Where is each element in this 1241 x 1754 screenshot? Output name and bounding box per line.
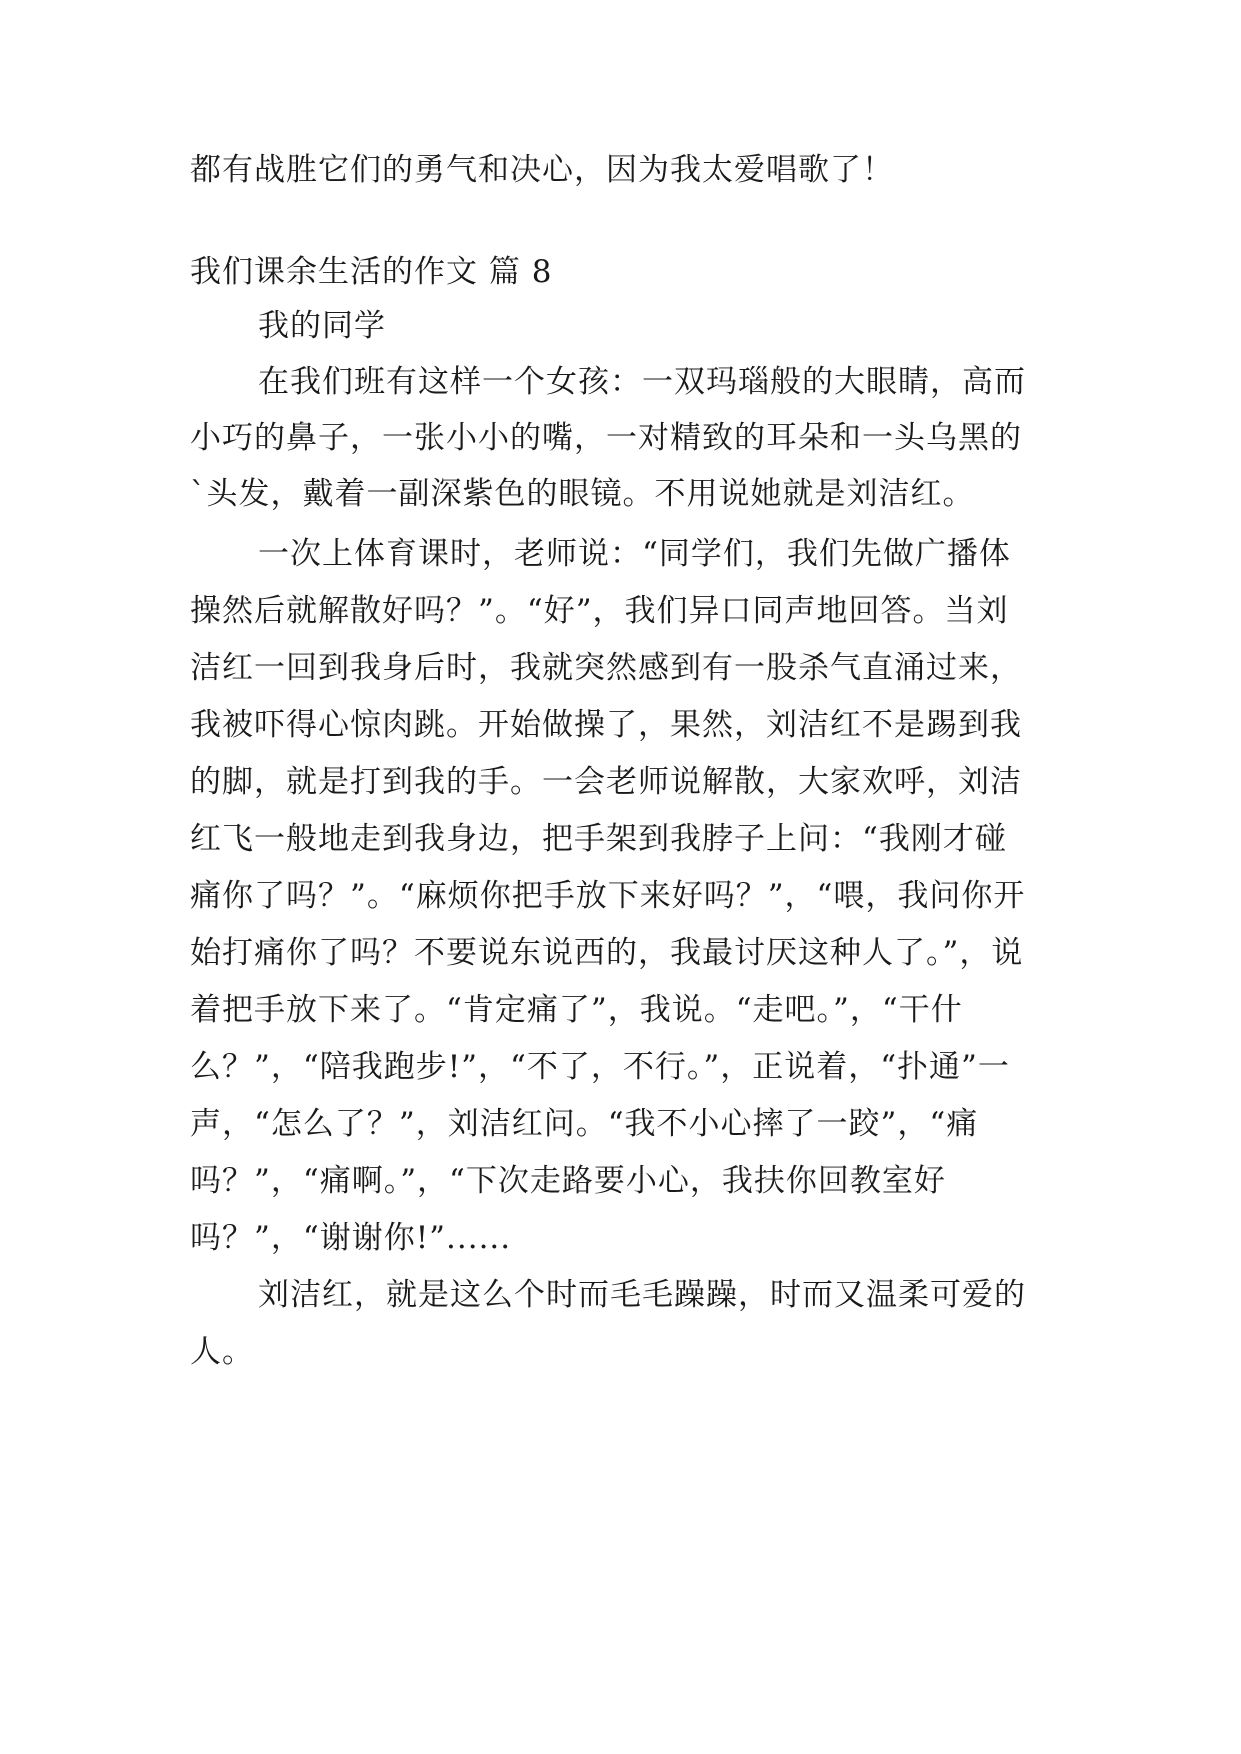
paragraph-2-line-9: 着把手放下来了。“肯定痛了”，我说。“走吧。”，“干什 [190, 992, 963, 1028]
paragraph-2-line-11: 声，“怎么了？”，刘洁红问。“我不小心摔了一跤”，“痛 [190, 1106, 979, 1142]
paragraph-2-line-13: 吗？”，“谢谢你!”...... [190, 1220, 512, 1256]
paragraph-1-line-2: 小巧的鼻子，一张小小的嘴，一对精致的耳朵和一头乌黑的 [190, 420, 1022, 456]
paragraph-2-line-10: 么？”，“陪我跑步!”，“不了，不行。”，正说着，“扑通”一 [190, 1049, 1010, 1085]
paragraph-2-line-5: 的脚，就是打到我的手。一会老师说解散，大家欢呼，刘洁 [190, 764, 1022, 800]
paragraph-1-line-1: 在我们班有这样一个女孩：一双玛瑙般的大眼睛，高而 [258, 364, 1026, 400]
essay-title: 我的同学 [258, 308, 386, 344]
paragraph-2-line-3: 洁红一回到我身后时，我就突然感到有一股杀气直涌过来， [190, 650, 1022, 686]
paragraph-2-line-7: 痛你了吗？”。“麻烦你把手放下来好吗？”，“喂，我问你开 [190, 878, 1026, 914]
paragraph-2-line-1: 一次上体育课时，老师说：“同学们，我们先做广播体 [258, 536, 1011, 572]
paragraph-2-line-6: 红飞一般地走到我身边，把手架到我脖子上问：“我刚才碰 [190, 821, 1007, 857]
paragraph-2-line-2: 操然后就解散好吗？”。“好”，我们异口同声地回答。当刘 [190, 593, 1009, 629]
section-heading: 我们课余生活的作文 篇 8 [190, 254, 553, 290]
paragraph-3-line-2: 人。 [190, 1334, 254, 1370]
paragraph-2-line-12: 吗？”，“痛啊。”，“下次走路要小心，我扶你回教室好 [190, 1163, 946, 1199]
paragraph-3-line-1: 刘洁红，就是这么个时而毛毛躁躁，时而又温柔可爱的 [258, 1277, 1026, 1313]
continuation-line: 都有战胜它们的勇气和决心，因为我太爱唱歌了！ [190, 152, 894, 188]
paragraph-2-line-8: 始打痛你了吗？不要说东说西的，我最讨厌这种人了。”，说 [190, 935, 1024, 971]
paragraph-2-line-4: 我被吓得心惊肉跳。开始做操了，果然，刘洁红不是踢到我 [190, 707, 1022, 743]
paragraph-1-line-3: `头发，戴着一副深紫色的眼镜。不用说她就是刘洁红。 [190, 476, 975, 512]
